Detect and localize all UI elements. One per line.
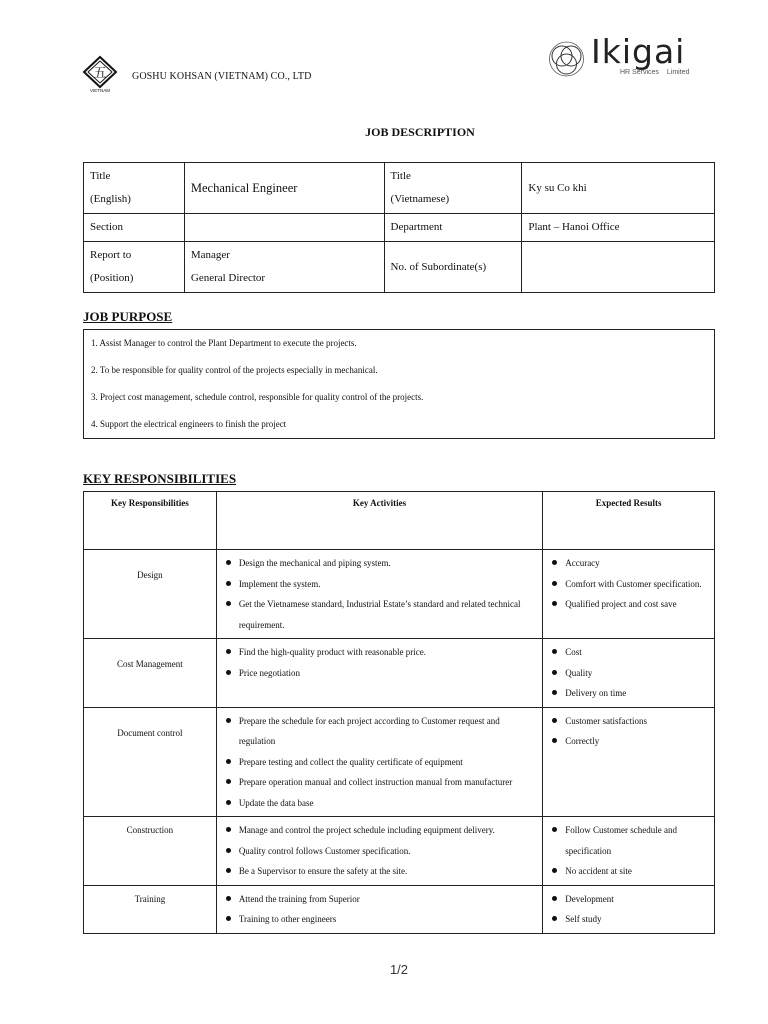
- results-cell: [543, 707, 715, 817]
- table-row: [84, 707, 715, 817]
- activity-item: Prepare operation manual and collect instruction manual from manufacturer: [223, 772, 536, 793]
- results-cell: [543, 885, 715, 933]
- result-item: Accuracy: [549, 553, 708, 574]
- activities-cell: [216, 817, 542, 886]
- col-header-activities: Key Activities: [216, 492, 542, 550]
- activities-cell: [216, 639, 542, 708]
- report-value: [184, 242, 384, 293]
- logo-caption: VIETNAM: [89, 88, 111, 93]
- result-item: Follow Customer schedule and specification: [549, 820, 708, 861]
- value-line: General Director: [190, 272, 266, 284]
- activity-item: Be a Supervisor to ensure the safety at the site.: [223, 861, 536, 882]
- results-list: [549, 820, 708, 882]
- responsibility-area: Document control: [84, 707, 217, 817]
- company-logo-icon: [82, 55, 118, 93]
- purpose-item: 4. Support the electrical engineers to finish the project: [91, 419, 287, 429]
- responsibility-area: Construction: [84, 817, 217, 886]
- result-item: Quality: [549, 663, 708, 684]
- brand-logo: [547, 32, 697, 82]
- results-cell: [543, 639, 715, 708]
- col-header-responsibilities: Key Responsibilities: [84, 492, 217, 550]
- label-line: Report to: [90, 249, 132, 261]
- brand-sub-1: HR Services: [620, 69, 659, 76]
- result-item: Qualified project and cost save: [549, 594, 708, 615]
- activities-list: [223, 553, 536, 635]
- responsibility-area: Design: [84, 550, 217, 639]
- department-label: Department: [384, 214, 522, 242]
- activities-list: [223, 889, 536, 930]
- activities-cell: [216, 550, 542, 639]
- table-row: [84, 817, 715, 886]
- result-item: Correctly: [549, 731, 708, 752]
- purpose-item: 1. Assist Manager to control the Plant Department to execute the projects.: [91, 338, 357, 348]
- result-item: No accident at site: [549, 861, 708, 882]
- responsibilities-table: [83, 491, 715, 934]
- activity-item: Update the data base: [223, 793, 536, 814]
- responsibility-area: Training: [84, 885, 217, 933]
- activity-item: Design the mechanical and piping system.: [223, 553, 536, 574]
- result-item: Cost: [549, 642, 708, 663]
- brand-name: Ikigai: [591, 32, 686, 71]
- purpose-item: 2. To be responsible for quality control of the projects especially in mechanical.: [91, 365, 378, 375]
- activities-cell: [216, 885, 542, 933]
- section-label: Section: [84, 214, 185, 242]
- responsibility-area: Cost Management: [84, 639, 217, 708]
- table-row: [84, 639, 715, 708]
- activity-item: Get the Vietnamese standard, Industrial Estate’s standard and related technical requirement.: [223, 594, 536, 635]
- label-line: (English): [90, 193, 131, 205]
- table-header-row: [84, 492, 715, 550]
- activity-item: Prepare the schedule for each project according to Customer request and regulation: [223, 711, 536, 752]
- activity-item: Find the high-quality product with reasonable price.: [223, 642, 536, 663]
- title-vn-label: [384, 163, 522, 214]
- title-vn-value: Ky su Co khi: [522, 163, 715, 214]
- job-info-table: [83, 162, 715, 293]
- results-list: [549, 889, 708, 930]
- table-row: [84, 885, 715, 933]
- table-row: [84, 163, 715, 214]
- purpose-item: 3. Project cost management, schedule control, responsible for quality control of the projects.: [91, 392, 424, 402]
- label-line: (Vietnamese): [390, 193, 450, 205]
- result-item: Development: [549, 889, 708, 910]
- activity-item: Implement the system.: [223, 574, 536, 595]
- label-line: (Position): [90, 272, 134, 284]
- activities-list: [223, 642, 536, 683]
- brand-sub-2: Limited: [666, 69, 690, 76]
- brand-subtitle: [620, 69, 689, 76]
- label-line: Title: [390, 170, 411, 182]
- report-label: [84, 242, 185, 293]
- logo-glyph: 五: [93, 66, 107, 81]
- results-list: [549, 711, 708, 752]
- subordinates-value: [522, 242, 715, 293]
- company-header: [82, 55, 311, 93]
- activity-item: Prepare testing and collect the quality certificate of equipment: [223, 752, 536, 773]
- activity-item: Training to other engineers: [223, 909, 536, 930]
- activities-list: [223, 711, 536, 814]
- activity-item: Quality control follows Customer specification.: [223, 841, 536, 862]
- company-name: GOSHU KOHSAN (VIETNAM) CO., LTD: [132, 70, 312, 82]
- result-item: Delivery on time: [549, 683, 708, 704]
- table-row: [84, 242, 715, 293]
- key-responsibilities-heading: KEY RESPONSIBILITIES: [83, 471, 237, 486]
- value-line: Manager: [190, 249, 230, 261]
- activities-list: [223, 820, 536, 882]
- label-line: Title: [90, 170, 111, 182]
- results-cell: [543, 550, 715, 639]
- results-list: [549, 553, 708, 615]
- section-value: [184, 214, 384, 242]
- table-row: [84, 214, 715, 242]
- department-value: Plant – Hanoi Office: [522, 214, 715, 242]
- title-en-value: Mechanical Engineer: [184, 163, 384, 214]
- activities-cell: [216, 707, 542, 817]
- results-list: [549, 642, 708, 704]
- activity-item: Manage and control the project schedule including equipment delivery.: [223, 820, 536, 841]
- document-title: JOB DESCRIPTION: [365, 125, 475, 139]
- result-item: Self study: [549, 909, 708, 930]
- page-number: 1/2: [389, 962, 409, 977]
- job-purpose-heading: JOB PURPOSE: [83, 309, 173, 324]
- activity-item: Attend the training from Superior: [223, 889, 536, 910]
- title-en-label: [84, 163, 185, 214]
- job-purpose-box: [83, 329, 715, 439]
- subordinates-label: No. of Subordinate(s): [384, 242, 522, 293]
- brand-circles-icon: [547, 40, 591, 82]
- result-item: Comfort with Customer specification.: [549, 574, 708, 595]
- activity-item: Price negotiation: [223, 663, 536, 684]
- table-row: [84, 550, 715, 639]
- results-cell: [543, 817, 715, 886]
- col-header-results: Expected Results: [543, 492, 715, 550]
- result-item: Customer satisfactions: [549, 711, 708, 732]
